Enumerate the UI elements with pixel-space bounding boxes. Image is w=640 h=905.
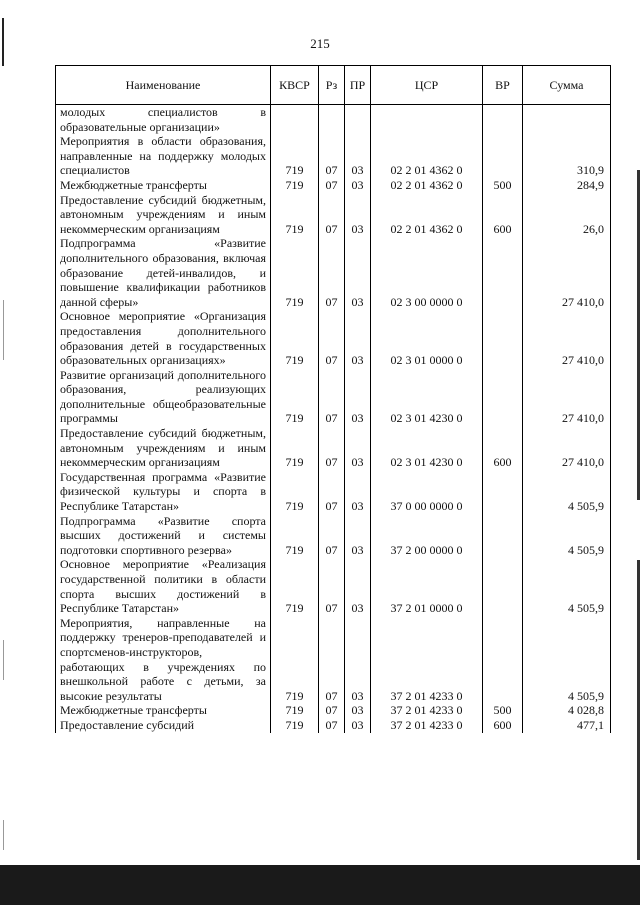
cell-rz: 07 xyxy=(319,178,345,193)
cell-csr: 37 2 01 4233 0 xyxy=(371,616,483,704)
table-row xyxy=(56,193,611,237)
cell-rz: 07 xyxy=(319,616,345,704)
cell-csr: 02 2 01 4362 0 xyxy=(371,193,483,237)
cell-pr: 03 xyxy=(345,557,371,615)
table-row xyxy=(56,134,611,178)
cell-rz: 07 xyxy=(319,368,345,426)
cell-rz: 07 xyxy=(319,514,345,558)
cell-kvsr: 719 xyxy=(271,178,319,193)
cell-pr: 03 xyxy=(345,309,371,367)
header-vr: ВР xyxy=(483,66,523,105)
cell-vr xyxy=(483,368,523,426)
cell-kvsr: 719 xyxy=(271,514,319,558)
cell-vr: 600 xyxy=(483,718,523,733)
cell-sum: 27 410,0 xyxy=(523,426,611,470)
cell-name: Государственная программа «Развитие физической культуры и спорта в Республике Татарстан» xyxy=(56,470,271,514)
cell-sum: 27 410,0 xyxy=(523,368,611,426)
cell-pr: 03 xyxy=(345,426,371,470)
cell-pr: 03 xyxy=(345,368,371,426)
cell-vr xyxy=(483,557,523,615)
cell-csr: 02 3 01 0000 0 xyxy=(371,309,483,367)
cell-vr: 600 xyxy=(483,193,523,237)
cell-kvsr: 719 xyxy=(271,616,319,704)
cell-pr: 03 xyxy=(345,134,371,178)
cell-pr: 03 xyxy=(345,514,371,558)
cell-csr: 37 0 00 0000 0 xyxy=(371,470,483,514)
cell-sum: 310,9 xyxy=(523,134,611,178)
page-number: 215 xyxy=(310,36,330,51)
cell-sum: 4 505,9 xyxy=(523,557,611,615)
header-sum: Сумма xyxy=(523,66,611,105)
header-pr: ПР xyxy=(345,66,371,105)
table-header-row xyxy=(56,66,611,105)
cell-vr xyxy=(483,105,523,135)
table-row xyxy=(56,178,611,193)
budget-table xyxy=(55,65,611,733)
scan-edge-mark xyxy=(3,820,4,850)
table-row xyxy=(56,616,611,704)
header-rz: Рз xyxy=(319,66,345,105)
cell-kvsr: 719 xyxy=(271,718,319,733)
cell-kvsr: 719 xyxy=(271,703,319,718)
scan-edge-mark xyxy=(3,640,4,680)
cell-name: Межбюджетные трансферты xyxy=(56,178,271,193)
cell-sum: 284,9 xyxy=(523,178,611,193)
cell-sum: 4 028,8 xyxy=(523,703,611,718)
table-row xyxy=(56,703,611,718)
cell-rz: 07 xyxy=(319,309,345,367)
cell-kvsr: 719 xyxy=(271,470,319,514)
header-csr: ЦСР xyxy=(371,66,483,105)
scan-bottom-band xyxy=(0,865,640,905)
cell-csr: 37 2 01 0000 0 xyxy=(371,557,483,615)
header-name: Наименование xyxy=(56,66,271,105)
table-row xyxy=(56,470,611,514)
cell-sum: 4 505,9 xyxy=(523,470,611,514)
cell-vr: 600 xyxy=(483,426,523,470)
cell-name: Развитие организаций дополнительного образования, реализующих дополнительные общеобразовательные программы xyxy=(56,368,271,426)
cell-rz: 07 xyxy=(319,718,345,733)
cell-sum: 477,1 xyxy=(523,718,611,733)
cell-name: Подпрограмма «Развитие спорта высших достижений и системы подготовки спортивного резерва» xyxy=(56,514,271,558)
cell-kvsr: 719 xyxy=(271,193,319,237)
cell-kvsr: 719 xyxy=(271,134,319,178)
cell-csr: 02 3 01 4230 0 xyxy=(371,426,483,470)
cell-pr: 03 xyxy=(345,616,371,704)
cell-csr: 37 2 01 4233 0 xyxy=(371,703,483,718)
cell-kvsr: 719 xyxy=(271,309,319,367)
cell-vr xyxy=(483,616,523,704)
table-row xyxy=(56,514,611,558)
table-row xyxy=(56,557,611,615)
cell-name: Мероприятия, направленные на поддержку тренеров-преподавателей и спортсменов-инструкторов, работающих в учреждениях по внешкольной работе с детьми, за высокие результаты xyxy=(56,616,271,704)
cell-sum: 4 505,9 xyxy=(523,616,611,704)
cell-vr: 500 xyxy=(483,178,523,193)
cell-pr: 03 xyxy=(345,470,371,514)
cell-pr: 03 xyxy=(345,193,371,237)
cell-vr: 500 xyxy=(483,703,523,718)
cell-sum: 26,0 xyxy=(523,193,611,237)
cell-name: Основное мероприятие «Реализация государственной политики в области спорта высших достижений в Республике Татарстан» xyxy=(56,557,271,615)
cell-name: Предоставление субсидий xyxy=(56,718,271,733)
cell-kvsr xyxy=(271,105,319,135)
table-row xyxy=(56,368,611,426)
cell-kvsr: 719 xyxy=(271,426,319,470)
cell-pr xyxy=(345,105,371,135)
cell-name: Предоставление субсидий бюджетным, автономным учреждениям и иным некоммерческим организациям xyxy=(56,193,271,237)
cell-rz: 07 xyxy=(319,193,345,237)
cell-csr: 02 2 01 4362 0 xyxy=(371,178,483,193)
cell-vr xyxy=(483,309,523,367)
cell-csr: 37 2 00 0000 0 xyxy=(371,514,483,558)
cell-pr: 03 xyxy=(345,178,371,193)
cell-csr: 02 2 01 4362 0 xyxy=(371,134,483,178)
cell-sum: 4 505,9 xyxy=(523,514,611,558)
cell-name: Мероприятия в области образования, направленные на поддержку молодых специалистов xyxy=(56,134,271,178)
cell-csr xyxy=(371,105,483,135)
cell-name: Основное мероприятие «Организация предоставления дополнительного образования детей в государственных образовательных организациях» xyxy=(56,309,271,367)
cell-csr: 02 3 01 4230 0 xyxy=(371,368,483,426)
cell-pr: 03 xyxy=(345,718,371,733)
header-kvsr: КВСР xyxy=(271,66,319,105)
table-row xyxy=(56,236,611,309)
cell-vr xyxy=(483,236,523,309)
cell-vr xyxy=(483,470,523,514)
cell-name: Межбюджетные трансферты xyxy=(56,703,271,718)
cell-kvsr: 719 xyxy=(271,236,319,309)
cell-pr: 03 xyxy=(345,236,371,309)
cell-rz xyxy=(319,105,345,135)
cell-sum: 27 410,0 xyxy=(523,309,611,367)
cell-name: Подпрограмма «Развитие дополнительного образования, включая образование детей-инвалидов, и повышение квалификации работников данной сферы» xyxy=(56,236,271,309)
cell-rz: 07 xyxy=(319,426,345,470)
cell-vr xyxy=(483,514,523,558)
table-row xyxy=(56,309,611,367)
cell-sum xyxy=(523,105,611,135)
table-row xyxy=(56,105,611,135)
cell-csr: 37 2 01 4233 0 xyxy=(371,718,483,733)
cell-name: Предоставление субсидий бюджетным, автономным учреждениям и иным некоммерческим организациям xyxy=(56,426,271,470)
cell-rz: 07 xyxy=(319,470,345,514)
cell-vr xyxy=(483,134,523,178)
cell-sum: 27 410,0 xyxy=(523,236,611,309)
table-row xyxy=(56,718,611,733)
cell-rz: 07 xyxy=(319,703,345,718)
cell-kvsr: 719 xyxy=(271,368,319,426)
cell-rz: 07 xyxy=(319,236,345,309)
cell-pr: 03 xyxy=(345,703,371,718)
cell-rz: 07 xyxy=(319,134,345,178)
cell-rz: 07 xyxy=(319,557,345,615)
cell-name: молодых специалистов в образовательные организации» xyxy=(56,105,271,135)
table-row xyxy=(56,426,611,470)
cell-csr: 02 3 00 0000 0 xyxy=(371,236,483,309)
cell-kvsr: 719 xyxy=(271,557,319,615)
scan-edge-mark xyxy=(3,300,4,360)
